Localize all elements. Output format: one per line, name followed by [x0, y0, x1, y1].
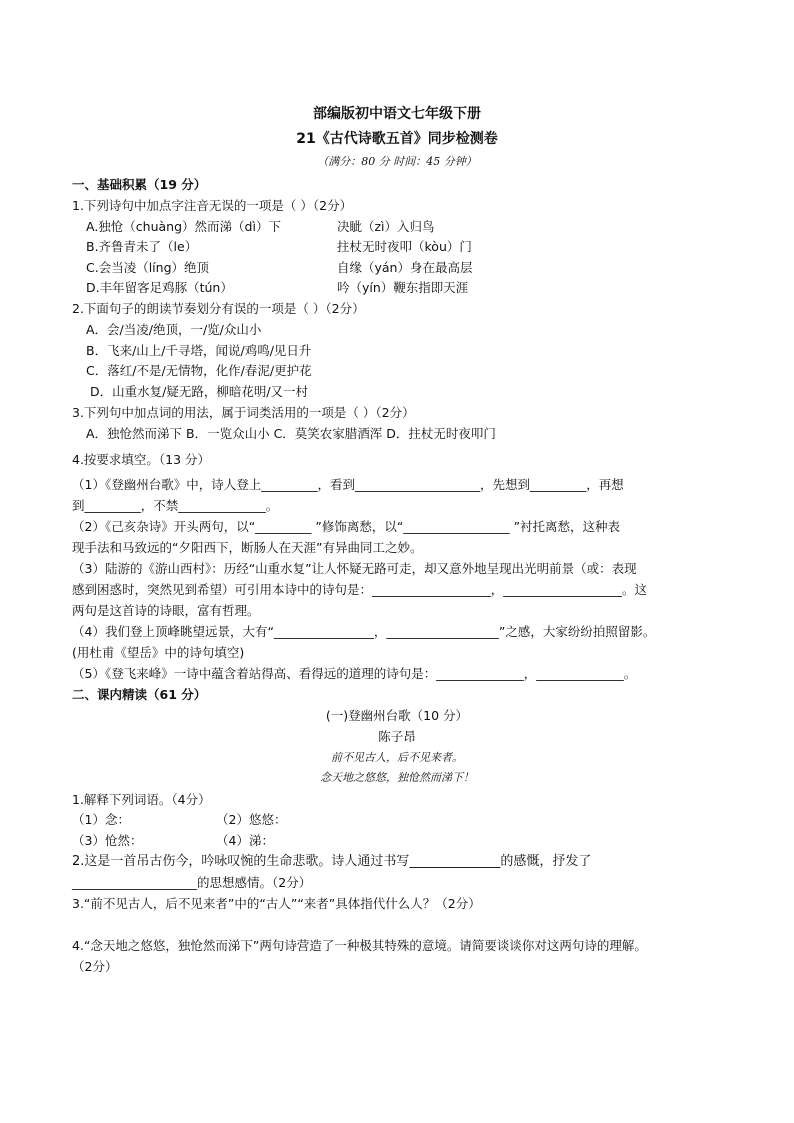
q4-line: 到_________，不禁______________。 — [72, 498, 279, 513]
section1-heading: 一、基础积累（19 分） — [72, 177, 207, 192]
poem-line: 前不见古人，后不见来者。 — [331, 751, 463, 764]
q4-line: （1）《登幽州台歌》中，诗人登上_________，看到____________________，先想到_________，再想 — [72, 477, 624, 492]
score-info: （满分：80 分 时间：45 分钟） — [317, 155, 477, 168]
q4-line: （5）《登飞来峰》一诗中蕴含着站得高、看得远的道理的诗句是：______________，______________。 — [72, 666, 637, 681]
s2-q4-line: （2分） — [72, 959, 118, 974]
q4-stem: 4.按要求填空。（13 分） — [72, 452, 211, 467]
s2-q2-line: ____________________的思想感情。（2分） — [72, 875, 312, 890]
s2-q4-line: 4.“念天地之悠悠，独怆然而涕下”两句诗营造了一种极其特殊的意境。请简要谈谈你对这两句诗的理解。 — [72, 938, 647, 953]
q1-option-c-left: C.会当凌（líng）绝顶 — [86, 260, 210, 275]
q2-stem: 2.下面句子的朗读节奏划分有误的一项是（ ）（2分） — [72, 301, 365, 316]
s2-q1-item: （2）悠悠： — [216, 812, 287, 827]
poem-title: (一)登幽州台歌（10 分） — [325, 708, 469, 723]
q2-option-b: B．飞来/山上/千寻塔，闻说/鸡鸣/见日升 — [86, 343, 312, 358]
page-subtitle: 21《古代诗歌五首》同步检测卷 — [296, 131, 498, 147]
q3-stem: 3.下列句中加点词的用法，属于词类活用的一项是（ ）（2分） — [72, 405, 415, 420]
q1-option-a-left: A.独怆（chuàng）然而涕（dì）下 — [86, 219, 281, 234]
q1-option-d-left: D.丰年留客足鸡豚（tún） — [86, 280, 233, 295]
q4-line: (用杜甫《望岳》中的诗句填空) — [72, 645, 245, 660]
s2-q3-stem: 3.“前不见古人，后不见来者”中的“古人”“来者”具体指代什么人？（2分） — [72, 896, 481, 911]
poem-line: 念天地之悠悠，独怆然而涕下！ — [320, 771, 474, 784]
q1-option-a-right: 决眦（zì）入归鸟 — [337, 219, 435, 234]
s2-q1-item: （3）怆然： — [72, 833, 143, 848]
q2-option-d: D．山重水复/疑无路，柳暗花明/又一村 — [90, 384, 309, 399]
q4-line: （3）陆游的《游山西村》：历经“山重水复”让人怀疑无路可走，却又意外地呈现出光明前景（或：表现 — [72, 561, 637, 576]
s2-q2-line: 2.这是一首吊古伤今，吟咏叹惋的生命悲歌。诗人通过书写______________的感慨，抒发了 — [72, 854, 592, 869]
q4-line: 现手法和马致远的“夕阳西下，断肠人在天涯”有异曲同工之妙。 — [72, 540, 423, 555]
page-title: 部编版初中语文七年级下册 — [313, 106, 481, 122]
q3-options: A．独怆然而涕下 B．一览众山小 C．莫笑农家腊酒浑 D．拄杖无时夜叩门 — [86, 426, 496, 441]
q2-option-c: C．落红/不是/无情物，化作/春泥/更护花 — [86, 363, 312, 378]
q4-line: （4）我们登上顶峰眺望远景，大有“________________，__________________”之感，大家纷纷拍照留影。 — [72, 624, 656, 639]
q4-line: 两句是这首诗的诗眼，富有哲理。 — [72, 603, 260, 618]
q4-line: 感到困惑时，突然见到希望）可引用本诗中的诗句是：___________________，___________________。这 — [72, 582, 648, 597]
s2-q1-item: （1）念： — [72, 812, 130, 827]
q1-option-c-right: 自缘（yán）身在最高层 — [337, 260, 473, 275]
section2-heading: 二、课内精读（61 分） — [72, 687, 207, 702]
q1-option-d-right: 吟（yín）鞭东指即天涯 — [337, 280, 469, 295]
q1-option-b-left: B.齐鲁青未了（le） — [86, 239, 198, 254]
q1-option-b-right: 拄杖无时夜叩（kòu）门 — [337, 239, 472, 254]
s2-q1-stem: 1.解释下列词语。（4分） — [72, 792, 211, 807]
q1-stem: 1.下列诗句中加点字注音无误的一项是（ ）（2分） — [72, 198, 353, 213]
q4-line: （2）《己亥杂诗》开头两句，以“_________ ”修饰离愁，以“_________________ ”衬托离愁，这种表 — [72, 519, 621, 534]
poem-author: 陈子昂 — [378, 729, 416, 744]
q2-option-a: A．会/当凌/绝顶，一/览/众山小 — [86, 322, 262, 337]
s2-q1-item: （4）涕： — [216, 833, 274, 848]
